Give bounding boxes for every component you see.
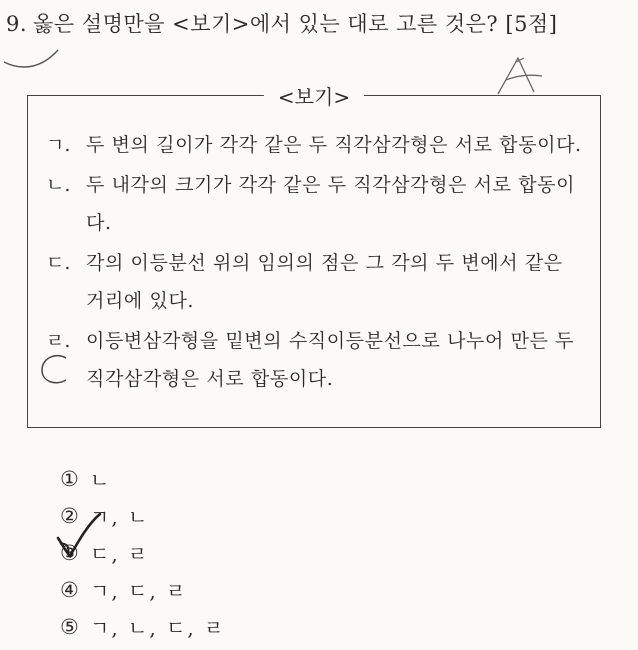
bogi-item-giyeok xyxy=(46,126,586,164)
handwritten-grade-mark xyxy=(490,52,560,98)
handwritten-curve-mark xyxy=(0,40,70,80)
choice-4[interactable] xyxy=(60,571,225,608)
item-mark: ㄴ. xyxy=(46,174,71,196)
item-mark: ㄹ. xyxy=(46,330,71,352)
choice-number: ① xyxy=(60,466,79,491)
choice-answer: ㄷ, ㄹ xyxy=(90,542,150,566)
choice-2[interactable] xyxy=(60,497,225,534)
bogi-item-nieun xyxy=(46,166,586,242)
bogi-item-digeut xyxy=(46,244,586,320)
item-text: 각의 이등분선 위의 임의의 점은 그 각의 두 변에서 같은 거리에 있다. xyxy=(86,252,563,312)
answer-choices xyxy=(60,460,225,645)
choice-1[interactable] xyxy=(60,460,225,497)
item-mark: ㄷ. xyxy=(46,252,71,274)
choice-5[interactable] xyxy=(60,608,225,645)
choice-number: ⑤ xyxy=(60,614,79,639)
bogi-items xyxy=(46,126,586,400)
choice-answer: ㄱ, ㄴ, ㄷ, ㄹ xyxy=(90,616,226,640)
item-text: 두 변의 길이가 각각 같은 두 직각삼각형은 서로 합동이다. xyxy=(86,134,582,156)
choice-answer: ㄱ, ㄴ xyxy=(90,505,150,529)
bogi-title: <보기> xyxy=(264,81,364,110)
item-text: 두 내각의 크기가 각각 같은 두 직각삼각형은 서로 합동이다. xyxy=(86,174,576,234)
choice-number: ③ xyxy=(60,540,79,565)
bogi-item-rieul xyxy=(46,322,586,398)
choice-number: ② xyxy=(60,503,79,528)
choice-3[interactable] xyxy=(60,534,225,571)
choice-number: ④ xyxy=(60,577,79,602)
choice-answer: ㄱ, ㄷ, ㄹ xyxy=(90,579,188,603)
item-text: 이등변삼각형을 밑변의 수직이등분선으로 나누어 만든 두 직각삼각형은 서로 합동이다. xyxy=(86,330,575,390)
bogi-box xyxy=(27,85,601,428)
item-mark: ㄱ. xyxy=(46,134,71,156)
choice-answer: ㄴ xyxy=(90,468,112,492)
question-text: 옳은 설명만을 <보기>에서 있는 대로 고른 것은? [5점] xyxy=(33,12,558,36)
question-number: 9. xyxy=(6,12,28,36)
question-header xyxy=(6,8,557,38)
